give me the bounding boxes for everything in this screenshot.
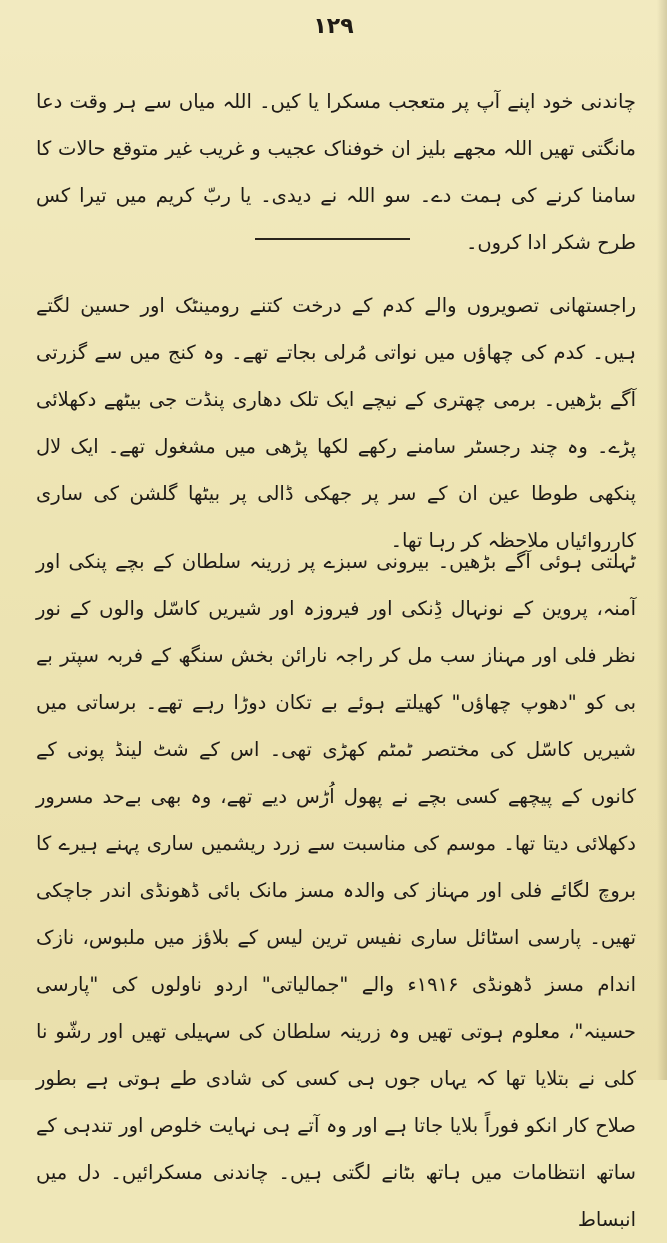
page-edge-shadow (657, 0, 667, 1080)
paragraph-2 (36, 282, 636, 564)
paragraph-text: چاندنی خود اپنے آپ پر متعجب مسکرا یا کیں۔ اللہ میاں سے ہر وقت دعا مانگتی تھیں اللہ مجھے بلیز ان خوفناک عجیب و غریب غیر متوقع حالات کا سامنا کرنے کی ہمت دے۔ سو اللہ نے دیدی۔ یا ربّ کریم میں تیرا کس طرح شکر ادا کروں۔ (36, 90, 636, 254)
page-number: ۱۲۹ (313, 14, 354, 39)
section-divider (255, 238, 410, 240)
paragraph-text: ٹہلتی ہوئی آگے بڑھیں۔ بیرونی سبزے پر زرینہ سلطان کے بچے پنکی اور آمنہ، پروین کے نونہال ڈِنکی اور فیروزہ اور شیریں کاسّل والوں کے نور نظر فلی اور مہناز سب مل کر راجہ نارائن بخش سنگھ کے فربہ سپتر بے بی کو "دھوپ چھاؤں" کھیلتے ہوئے بے تکان دوڑا رہے تھے۔ برساتی میں شیریں کاسّل کی مختصر ٹمٹم کھڑی تھی۔ اس کے شٹ لینڈ پونی کے کانوں کے پیچھے کسی بچے نے پھول اُڑس دیے تھے، وہ بھی بےحد مسرور دکھلائی دیتا تھا۔ موسم کی مناسبت سے زرد ریشمیں ساری پہنے ہیرے کا بروچ لگائے فلی اور مہناز کی والدہ مسز مانک بائی ڈھونڈی اندر جاچکی تھیں۔ پارسی اسٹائل ساری نفیس ترین لیس کے بلاؤز میں ملبوس، نازک اندام مسز ڈھونڈی ۱۹۱۶ء والے "جمالیاتی" اردو ناولوں کی "پارسی حسینہ"، معلوم ہوتی تھیں وہ زرینہ سلطان کی سہیلی تھیں اور رشّو نا کلی نے بتلایا تھا کہ یہاں جوں ہی کسی کی شادی طے ہوتی ہے بطور صلاح کار انکو فوراً بلایا جاتا ہے اور وہ آتے ہی نہایت خلوص اور تندہی کے ساتھ انتظامات میں ہاتھ بٹانے لگتی ہیں۔ چاندنی مسکرائیں۔ دل میں انبساط (36, 550, 636, 1231)
paragraph-text: راجستھانی تصویروں والے کدم کے درخت کتنے رومینٹک اور حسین لگتے ہیں۔ کدم کی چھاؤں میں نواتی مُرلی بجاتے تھے۔ وہ کنج میں سے گزرتی آگے بڑھیں۔ برمی چھتری کے نیچے ایک تلک دھاری پنڈت جی بیٹھے دکھلائی پڑے۔ وہ چند رجسٹر سامنے رکھے لکھا پڑھی میں مشغول تھے۔ ایک لال پنکھی طوطا عین ان کے سر پر جھکی ڈالی پر بیٹھا گلشن کی ساری کارروائیاں ملاحظہ کر رہا تھا۔ (36, 294, 636, 552)
paragraph-3 (36, 538, 636, 1243)
